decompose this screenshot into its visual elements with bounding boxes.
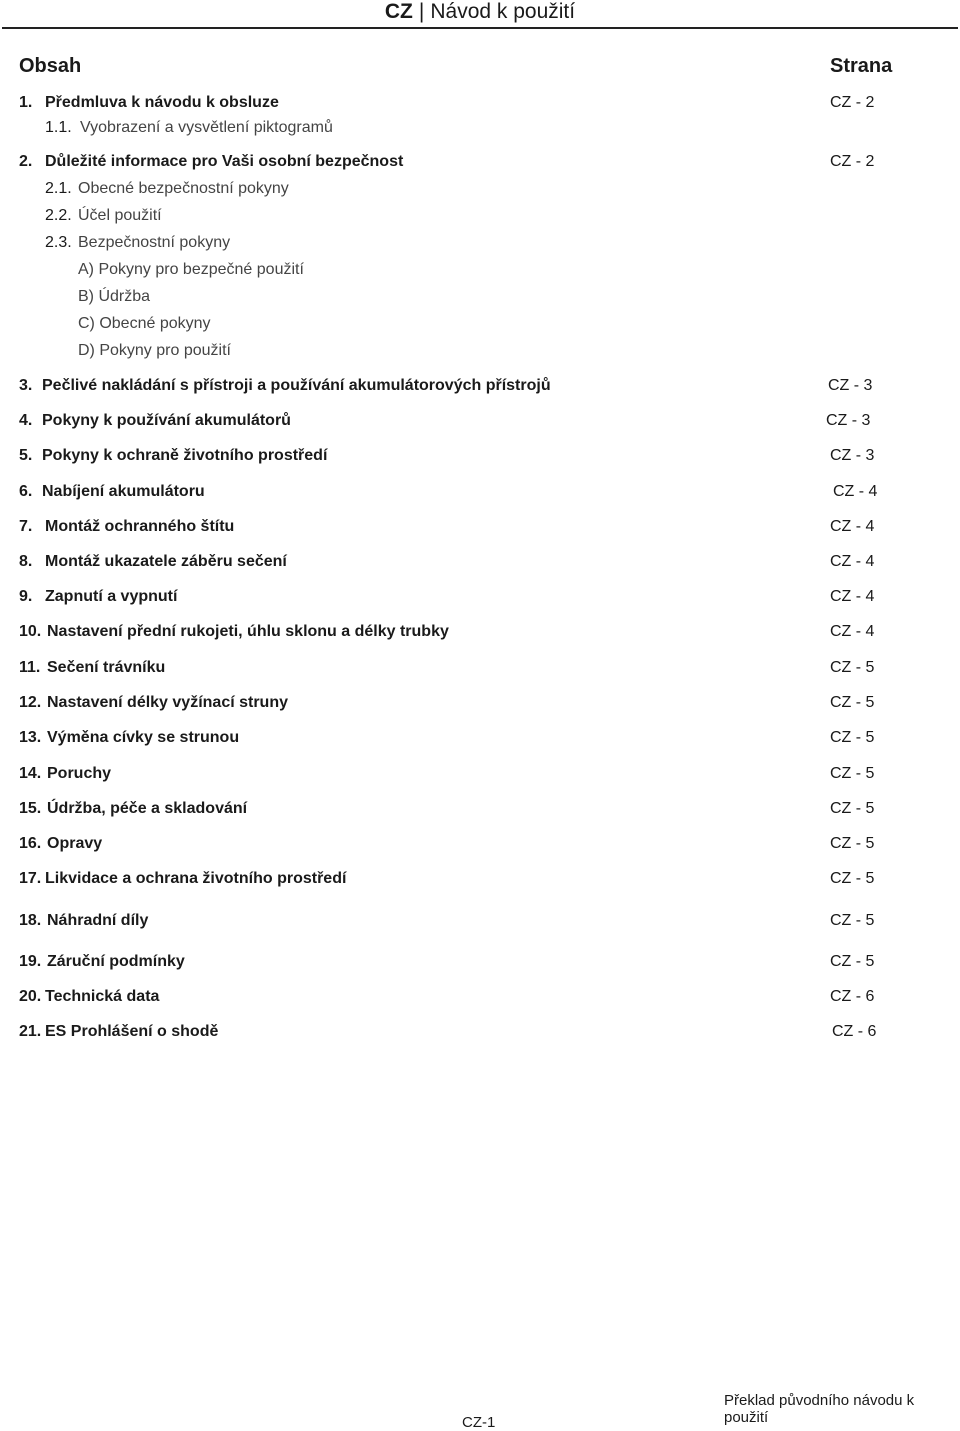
toc-entry [0, 482, 960, 504]
toc-entry-number: 11. [19, 659, 41, 676]
toc-entry-title: Pokyny k používání akumulátorů [42, 412, 291, 429]
toc-entry-title: Vyobrazení a vysvětlení piktogramů [80, 119, 333, 136]
toc-entry-title: A) Pokyny pro bezpečné použití [78, 261, 304, 278]
document-title: Návod k použití [430, 0, 576, 23]
toc-entry-page: CZ - 5 [830, 912, 875, 929]
toc-entry-number: 6. [19, 483, 33, 500]
toc-entry-number: 7. [19, 518, 33, 535]
toc-entry-page: CZ - 3 [828, 377, 873, 394]
toc-entry [0, 834, 960, 856]
toc-entry-page: CZ - 4 [833, 483, 878, 500]
toc-entry-title: Náhradní díly [47, 912, 149, 929]
toc-entry [0, 869, 960, 891]
page-header [0, 0, 960, 28]
toc-entry-title: Důležité informace pro Vaši osobní bezpečnost [45, 153, 404, 170]
toc-entry-title: C) Obecné pokyny [78, 315, 211, 332]
toc-entry-title: Zapnutí a vypnutí [45, 588, 178, 605]
toc-entry-number: 5. [19, 447, 33, 464]
toc-entry-number: 2.1. [45, 180, 72, 197]
toc-entry [0, 314, 960, 336]
toc-entry [0, 728, 960, 750]
toc-entry-title: Nabíjení akumulátoru [42, 483, 205, 500]
toc-entry-number: 14. [19, 765, 42, 782]
toc-entry-page: CZ - 5 [830, 800, 875, 817]
toc-entry-number: 8. [19, 553, 33, 570]
toc-entry [0, 233, 960, 255]
toc-entry-title: Sečení trávníku [47, 659, 166, 676]
toc-entry-page: CZ - 5 [830, 659, 875, 676]
toc-entry-title: Likvidace a ochrana životního prostředí [45, 870, 347, 887]
toc-entry-title: Nastavení délky vyžínací struny [47, 694, 288, 711]
toc-entry-title: B) Údržba [78, 288, 151, 305]
toc-entry [0, 587, 960, 609]
toc-entry-title: Montáž ukazatele záběru sečení [45, 553, 287, 570]
toc-entry-number: 19. [19, 953, 42, 970]
toc-entry-number: 1. [19, 94, 33, 111]
toc-entry-title: Nastavení přední rukojeti, úhlu sklonu a délky trubky [47, 623, 449, 640]
toc-entry [0, 376, 960, 398]
toc-entry [0, 658, 960, 680]
toc-entry-title: Pečlivé nakládání s přístroji a používání akumulátorových přístrojů [42, 377, 551, 394]
toc-entry-title: ES Prohlášení o shodě [45, 1023, 219, 1040]
toc-entry [0, 341, 960, 363]
toc-entry-page: CZ - 5 [830, 694, 875, 711]
toc-entry-page: CZ - 6 [830, 988, 875, 1005]
toc-entry-page: CZ - 5 [830, 953, 875, 970]
toc-entry-number: 2. [19, 153, 33, 170]
toc-entry-number: 18. [19, 912, 42, 929]
toc-entry-number: 16. [19, 835, 42, 852]
header-separator: | [418, 0, 425, 23]
toc-entry-page: CZ - 2 [830, 94, 875, 111]
toc-entry-title: Opravy [47, 835, 103, 852]
toc-entry-page: CZ - 2 [830, 153, 875, 170]
toc-entry-title: D) Pokyny pro použití [78, 342, 231, 359]
toc-entry-page: CZ - 4 [830, 623, 875, 640]
toc-entry-title: Záruční podmínky [47, 953, 185, 970]
toc-entry-number: 9. [19, 588, 33, 605]
toc-entry-page: CZ - 4 [830, 553, 875, 570]
header-divider [2, 27, 958, 29]
toc-entry [0, 622, 960, 644]
toc-entry-title: Bezpečnostní pokyny [78, 234, 231, 251]
toc-entry [0, 693, 960, 715]
toc-entry-page: CZ - 5 [830, 835, 875, 852]
toc-entry [0, 552, 960, 574]
toc-title: Obsah [19, 55, 82, 77]
toc-entry [0, 152, 960, 174]
toc-entry [0, 987, 960, 1009]
toc-entry-page: CZ - 5 [830, 765, 875, 782]
toc-entry-page: CZ - 5 [830, 870, 875, 887]
toc-entry-page: CZ - 3 [830, 447, 875, 464]
toc-entry-title: Výměna cívky se strunou [47, 729, 240, 746]
toc-entry-page: CZ - 4 [830, 588, 875, 605]
toc-entry-number: 21. [19, 1023, 42, 1040]
toc-entry [0, 206, 960, 228]
toc-entry [0, 446, 960, 468]
toc-entry [0, 1022, 960, 1044]
toc-entry-title: Montáž ochranného štítu [45, 518, 235, 535]
toc-entry-page: CZ - 6 [832, 1023, 877, 1040]
toc-entry-title: Předmluva k návodu k obsluze [45, 94, 279, 111]
toc-entry-page: CZ - 3 [826, 412, 871, 429]
toc-entry [0, 93, 960, 115]
toc-entry [0, 517, 960, 539]
page-number: CZ-1 [462, 1414, 496, 1431]
toc-entry-title: Účel použití [78, 207, 162, 224]
toc-entry [0, 764, 960, 786]
toc-entry-number: 20. [19, 988, 42, 1005]
toc-entry [0, 911, 960, 933]
toc-entry [0, 411, 960, 433]
toc-entry [0, 260, 960, 282]
toc-entry-number: 2.3. [45, 234, 72, 251]
toc-entry-page: CZ - 4 [830, 518, 875, 535]
toc-entry-title: Poruchy [47, 765, 112, 782]
toc-entry [0, 179, 960, 201]
toc-entry-number: 3. [19, 377, 33, 394]
toc-entry [0, 287, 960, 309]
toc-entry-number: 17. [19, 870, 42, 887]
toc-entry-title: Údržba, péče a skladování [47, 800, 248, 817]
toc-entry-number: 13. [19, 729, 42, 746]
toc-page-column-title: Strana [830, 55, 893, 77]
translation-note: Překlad původního návodu k použití [724, 1392, 915, 1426]
toc-entry [0, 799, 960, 821]
toc-entry-number: 12. [19, 694, 42, 711]
toc-entry [0, 952, 960, 974]
toc-entry-title: Pokyny k ochraně životního prostředí [42, 447, 328, 464]
toc-entry-number: 15. [19, 800, 42, 817]
toc-heading [0, 55, 960, 81]
toc-entry-number: 4. [19, 412, 33, 429]
toc-entry-number: 2.2. [45, 207, 72, 224]
toc-entry-number: 10. [19, 623, 42, 640]
toc-entry-number: 1.1. [45, 119, 72, 136]
toc-entry-title: Obecné bezpečnostní pokyny [78, 180, 289, 197]
toc-entry-title: Technická data [45, 988, 160, 1005]
toc-entry [0, 118, 960, 140]
toc-entry-page: CZ - 5 [830, 729, 875, 746]
language-code: CZ [384, 0, 413, 23]
